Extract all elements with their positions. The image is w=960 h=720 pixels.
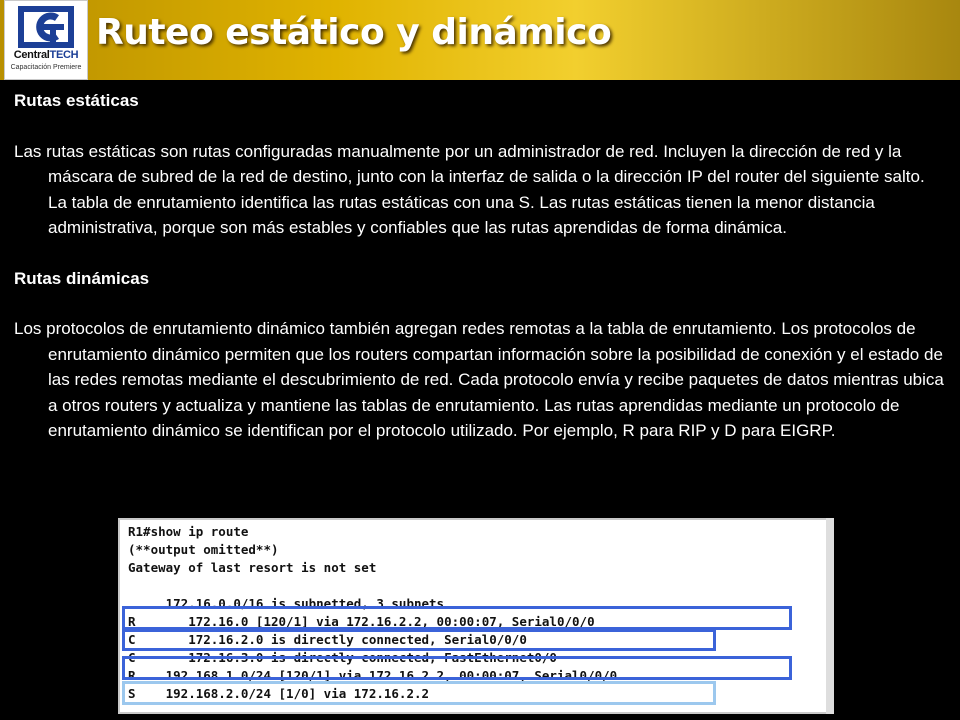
terminal-line: C 172.16.3.0 is directly connected, FastEthernet0/0 [128,650,557,665]
terminal-line: S 192.168.2.0/24 [1/0] via 172.16.2.2 [128,686,430,701]
terminal-line: C 172.16.2.0 is directly connected, Serial0/0/0 [128,632,527,647]
dynamic-routes-paragraph: Los protocolos de enrutamiento dinámico también agregan redes remotas a la tabla de enrutamiento. Los protocolos de enrutamiento dinámico permiten que los routers compartan información sobre la posibilidad de conexión y el estado de las redes remotas mediante el descubrimiento de red. Cada protocolo envía y recibe paquetes de datos mientras ubica a otros routers y actualiza y mantiene las tablas de enrutamiento. Las rutas aprendidas mediante un protocolo de enrutamiento dinámico se identifican por el protocolo utilizado. Por ejemplo, R para RIP y D para EIGRP. [14,319,944,440]
logo [4,0,88,80]
route-highlight-connected [122,629,716,651]
terminal-line: R 172.16.0 [120/1] via 172.16.2.2, 00:00:07, Serial0/0/0 [128,614,595,629]
route-highlight-static [122,681,716,705]
centraltech-logo-icon [17,5,75,49]
terminal-line: (**output omitted**) [128,542,279,557]
terminal-line: R1#show ip route [128,524,249,539]
static-routes-heading: Rutas estáticas [14,91,139,110]
logo-name: CentralTECH [13,49,79,61]
header-bar [0,0,960,80]
static-routes-paragraph: Las rutas estáticas son rutas configuradas manualmente por un administrador de red. Incluyen la dirección de red y la máscara de subred de la red de destino, junto con la interfaz de salida o la dirección IP del router del siguiente salto. La tabla de enrutamiento identifica las rutas estáticas con una S. Las rutas estáticas tienen la menor distancia administrativa, porque son más estables y confiables que las rutas aprendidas de forma dinámica. [14,141,925,237]
terminal-line: Gateway of last resort is not set [128,560,377,575]
route-highlight-rip-2 [122,656,792,680]
route-highlight-rip-1 [122,606,792,630]
dynamic-routes-heading: Rutas dinámicas [14,268,150,288]
terminal-scrollbar[interactable] [826,518,834,714]
terminal-line: R 192.168.1.0/24 [120/1] via 172.16.2.2, 00:00:07, Serial0/0/0 [128,668,618,683]
slide-content [14,88,948,444]
page-title: Ruteo estático y dinámico [96,12,612,53]
terminal-line: 172.16.0.0/16 is subnetted, 3 subnets [128,596,445,611]
logo-tagline: Capacitación Premiere [10,64,82,71]
